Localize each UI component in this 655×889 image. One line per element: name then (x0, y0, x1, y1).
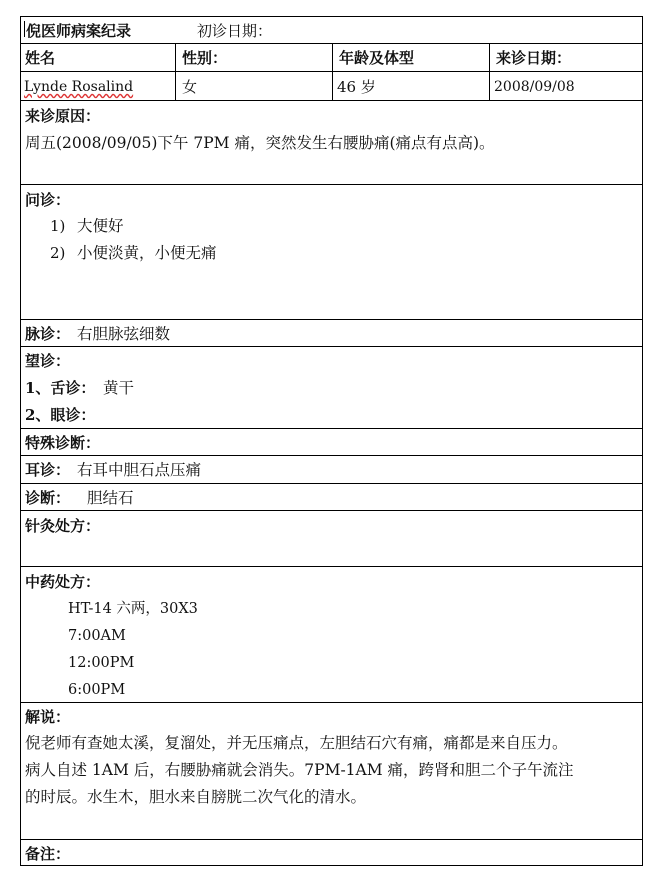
special-diagnosis-label: 特殊诊断： (25, 434, 101, 452)
ear-section (21, 456, 642, 484)
tongue-text: 黄干 (103, 379, 135, 397)
pulse-label: 脉诊： (25, 325, 71, 343)
explanation-section (21, 703, 642, 840)
visit-date-value-cell (490, 72, 642, 100)
visit-date-header: 来诊日期： (496, 49, 572, 67)
herbal-line: 12:00PM (68, 655, 135, 671)
observation-label: 望诊： (25, 352, 71, 370)
explanation-line: 倪老师有查她太溪，复溜处，并无压痛点，左胆结石穴有痛，痛都是来自压力。 (25, 734, 568, 752)
diagnosis-text: 胆结石 (87, 489, 134, 507)
explanation-line: 的时辰。水生木，胆水来自膀胱二次气化的清水。 (25, 788, 367, 806)
age-value-cell (333, 72, 490, 100)
gender-header-cell (176, 44, 333, 71)
ear-text: 右耳中胆石点压痛 (77, 461, 202, 479)
text-cursor (24, 21, 25, 37)
reason-label: 来诊原因： (25, 107, 101, 125)
diagnosis-label: 诊断： (25, 489, 71, 507)
info-header-row (21, 44, 642, 72)
herbal-section (21, 567, 642, 703)
inquiry-item-number: 2) (50, 244, 66, 262)
gender-header: 性别： (182, 49, 228, 67)
explanation-line: 病人自述 1AM 后，右腰胁痛就会消失。7PM-1AM 痛，跨肾和胆二个子午流注 (25, 761, 574, 779)
special-diagnosis-section (21, 429, 642, 456)
observation-section (21, 347, 642, 429)
explanation-label: 解说： (25, 708, 71, 726)
age-header-cell (333, 44, 490, 71)
pulse-text: 右胆脉弦细数 (77, 325, 171, 343)
name-header: 姓名 (25, 49, 56, 67)
record-title: 倪医师病案纪录 (26, 22, 132, 40)
inquiry-item-text: 大便好 (77, 217, 124, 235)
inquiry-item-number: 1) (50, 217, 66, 235)
visit-date-value: 2008/09/08 (494, 79, 575, 95)
herbal-line: HT-14 六两，30X3 (68, 601, 198, 617)
herbal-label: 中药处方： (25, 573, 101, 591)
pulse-section (21, 320, 642, 347)
eye-label: 2、眼诊： (25, 406, 96, 424)
acupuncture-section (21, 511, 642, 567)
name-header-cell (21, 44, 176, 71)
herbal-line: 7:00AM (68, 628, 126, 644)
patient-age: 46 岁 (337, 78, 376, 96)
diagnosis-section (21, 484, 642, 511)
inquiry-label: 问诊： (25, 191, 71, 209)
notes-section (21, 840, 642, 867)
tongue-label: 1、舌诊： (25, 379, 96, 397)
visit-date-header-cell (490, 44, 642, 71)
reason-section (21, 101, 642, 185)
title-row (21, 17, 642, 44)
medical-record-sheet (20, 16, 643, 866)
name-value-cell (21, 72, 176, 100)
patient-gender: 女 (182, 78, 198, 96)
ear-label: 耳诊： (25, 461, 71, 479)
info-values-row (21, 72, 642, 101)
age-header: 年龄及体型 (339, 49, 415, 67)
gender-value-cell (176, 72, 333, 100)
acupuncture-label: 针灸处方： (25, 517, 101, 535)
patient-name: Lynde Rosalind (24, 79, 134, 95)
inquiry-section (21, 185, 642, 320)
notes-label: 备注： (25, 845, 71, 863)
herbal-line: 6:00PM (68, 682, 126, 698)
first-visit-date-label: 初诊日期： (197, 22, 273, 40)
inquiry-item-text: 小便淡黄，小便无痛 (77, 244, 217, 262)
reason-text: 周五(2008/09/05)下午 7PM 痛，突然发生右腰胁痛(痛点有点高)。 (25, 134, 495, 152)
